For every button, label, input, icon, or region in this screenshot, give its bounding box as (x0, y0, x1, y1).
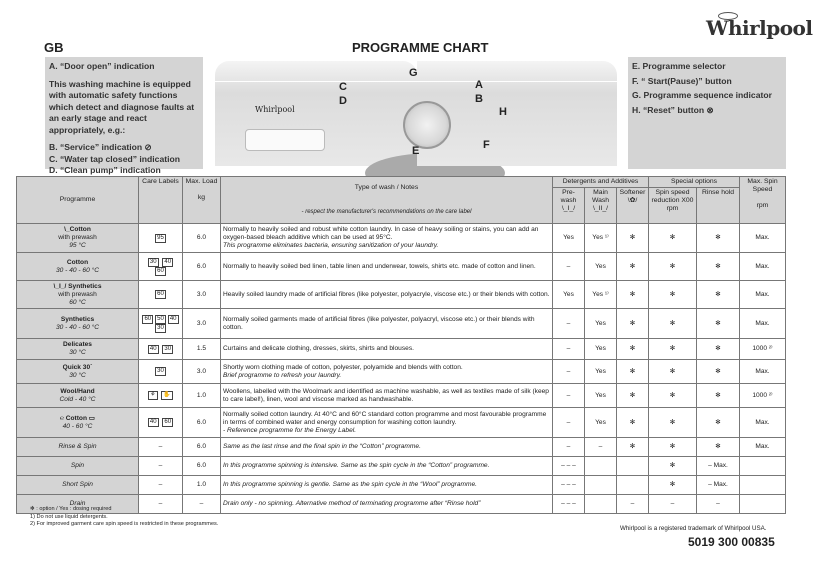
softener-value (617, 457, 649, 476)
care-label-icon: ✋ (163, 392, 171, 398)
legend-f: F. “ Start(Pause)” button (632, 75, 732, 86)
max-spin-value: 1000 ²⁾ (740, 339, 786, 360)
care-label-none: – (158, 481, 163, 488)
trademark-notice: Whirlpool is a registered trademark of Whirlpool USA. (620, 525, 767, 532)
footnote-2: 2) For improved garment care spin speed is restricted in these programmes. (30, 521, 219, 527)
care-label-icon: 50 (157, 315, 164, 322)
mainwash-value: Yes ¹⁾ (585, 281, 617, 309)
table-row (17, 438, 786, 457)
max-spin-value: Max. (740, 281, 786, 309)
col-special: Special options (649, 177, 740, 188)
prewash-value: – (553, 253, 585, 281)
care-label-none: – (158, 500, 163, 507)
notes-cell (221, 384, 553, 408)
notes-cell (221, 495, 553, 514)
controls-legend-panel (628, 57, 786, 169)
notes-cell (221, 408, 553, 438)
softener-value: ✻ (617, 384, 649, 408)
mainwash-value (585, 476, 617, 495)
notes-cell (221, 438, 553, 457)
care-labels-cell (139, 408, 183, 438)
programme-cell (17, 438, 139, 457)
table-row (17, 360, 786, 384)
machine-brand: Whirlpool (255, 105, 295, 114)
label-e: E (412, 145, 420, 157)
safety-intro: This washing machine is equipped with automatic safety functions which detect and diagnose faults at an early stage and react appropriately, e.g.: (49, 78, 195, 135)
programme-name: Drain (69, 500, 86, 507)
spin-reduction-value: ✻ (649, 476, 697, 495)
rinse-hold-value: ✻ (697, 360, 740, 384)
max-spin-value: Max. (740, 309, 786, 339)
care-labels-cell (139, 457, 183, 476)
programme-cell (17, 224, 139, 253)
max-load: 6.0 (183, 253, 221, 281)
care-label-icon: 60 (157, 267, 164, 274)
note-text: Normally to heavily soiled bed linen, table linen and underwear, towels, shirts etc. made of cotton and linen. (223, 262, 536, 270)
programme-name: ℮ Cotton ▭ (59, 414, 96, 422)
rinse-hold-value: ✻ (697, 339, 740, 360)
note-text: Curtains and delicate clothing, dresses, skirts, shirts and blouses. (223, 345, 414, 352)
legend-h: H. “Reset” button ⊗ (632, 104, 714, 115)
label-c: C (339, 81, 347, 93)
mainwash-value: Yes (585, 408, 617, 438)
col-maxspin (740, 177, 786, 224)
rinse-hold-value: ✻ (697, 408, 740, 438)
rinse-hold-value: ✻ (697, 309, 740, 339)
programme-cell (17, 384, 139, 408)
note-text: Heavily soiled laundry made of artificial fibres (like polyester, polyacryle, viscose etc.) or their blends with cotton. (223, 290, 550, 298)
table-row (17, 253, 786, 281)
care-label-none: – (158, 443, 163, 450)
programme-name: Wool/Hand (60, 387, 95, 395)
softener-icon: \✿/ (627, 197, 638, 204)
footnote-legend: ✻ : option / Yes : dosing required (30, 506, 112, 512)
programme-temp: 30 °C (69, 371, 86, 379)
label-h: H (499, 106, 507, 118)
care-label-icon: 60 (164, 419, 172, 425)
programme-table (16, 176, 786, 514)
care-label-icon: 40 (169, 315, 177, 322)
max-load: 6.0 (183, 457, 221, 476)
programme-name: Spin (70, 462, 85, 469)
indication-a: A. “Door open” indication (49, 61, 155, 71)
mainwash-value: Yes (585, 384, 617, 408)
programme-temp: 95 °C (69, 242, 86, 249)
programme-cell (17, 281, 139, 309)
table-row (17, 339, 786, 360)
care-labels-cell (139, 360, 183, 384)
prewash-value: – – – (553, 476, 585, 495)
rinse-hold-value: ✻ (697, 384, 740, 408)
care-label-icon: 30 (164, 345, 172, 352)
programme-name: \_Cotton (64, 226, 91, 233)
note-text: In this programme spinning is intensive. Same as the spin cycle in the “Cotton” programme. (223, 462, 490, 469)
programme-cell (17, 309, 139, 339)
notes-cell (221, 253, 553, 281)
programme-cell (17, 339, 139, 360)
programme-cell (17, 408, 139, 438)
note-text: Normally to heavily soiled and robust white cotton laundry. In case of heavy soiling or stains, you can add an oxygen-based bleach additive which can be used at 95°C. (223, 226, 539, 241)
programme-sub: with prewash (58, 290, 97, 298)
panel-edge-line (215, 81, 417, 82)
notes-cell (221, 281, 553, 309)
col-detergents: Detergents and Additives (553, 177, 649, 188)
care-labels-cell (139, 224, 183, 253)
programme-selector-dial (403, 101, 451, 149)
max-load: 6.0 (183, 408, 221, 438)
spin-reduction-value: ✻ (649, 438, 697, 457)
prewash-value: – (553, 384, 585, 408)
programme-temp: 60 °C (69, 298, 86, 306)
softener-value: ✻ (617, 438, 649, 457)
rinse-hold-value: ✻ (697, 281, 740, 309)
max-spin-value: Max. (740, 408, 786, 438)
programme-name: Delicates (63, 341, 92, 348)
indication-b (49, 142, 199, 154)
note-italic: This programme eliminates bacteria, ensuring sanitization of your laundry. (223, 242, 439, 249)
max-spin-value: Max. (740, 253, 786, 281)
max-load: 3.0 (183, 281, 221, 309)
programme-temp: 30 - 40 - 60 °C (56, 323, 99, 331)
country-code: GB (44, 40, 64, 55)
spin-reduction-value: ✻ (649, 281, 697, 309)
note-text: In this programme spinning is gentle. Same as the spin cycle in the “Wool” programme. (223, 481, 477, 488)
care-label-icon: 95 (157, 234, 164, 241)
programme-temp: Cold - 40 °C (59, 395, 96, 403)
label-d: D (339, 95, 347, 107)
softener-value: ✻ (617, 253, 649, 281)
prewash-value: – – – (553, 457, 585, 476)
care-label-icon: 30 (149, 258, 157, 265)
col-spin-reduction: Spin speed reduction X00 rpm (649, 188, 697, 224)
softener-value: ✻ (617, 309, 649, 339)
care-labels-cell (139, 309, 183, 339)
care-label-icon: 40 (164, 258, 172, 265)
care-label-icon: 30 (157, 368, 164, 374)
care-label-icon: ⚘ (150, 392, 156, 398)
label-g: G (409, 67, 418, 79)
notes-cell (221, 476, 553, 495)
spin-reduction-value: ✻ (649, 384, 697, 408)
care-label-icon: 60 (144, 315, 152, 322)
table-row (17, 457, 786, 476)
load-label: Max. Load (185, 178, 218, 185)
prewash-label: Pre-wash (560, 189, 577, 204)
softener-value: ✻ (617, 281, 649, 309)
prewash-value: – – – (553, 495, 585, 514)
softener-value: ✻ (617, 339, 649, 360)
document-code: 5019 300 00835 (688, 535, 775, 549)
care-label-none: – (158, 462, 163, 469)
rinse-hold-value: ✻ (697, 224, 740, 253)
programme-table-body (17, 224, 786, 514)
mainwash-value: Yes (585, 253, 617, 281)
label-a: A (475, 79, 483, 91)
care-label-icon: 30 (157, 324, 164, 331)
mainwash-value (585, 495, 617, 514)
safety-indications-panel (45, 57, 203, 175)
spin-reduction-value: ✻ (649, 457, 697, 476)
care-labels-cell (139, 281, 183, 309)
max-load: 3.0 (183, 309, 221, 339)
maxspin-label: Max. Spin Speed (747, 178, 778, 193)
note-text: Woollens, labelled with the Woolmark and identified as machine washable, as well as textiles made of silk (keep to care label!), linen, wool and viscose marked as handwashable. (223, 387, 549, 403)
max-load: – (183, 495, 221, 514)
col-softener (617, 188, 649, 224)
page-title: PROGRAMME CHART (352, 40, 489, 55)
table-row (17, 224, 786, 253)
care-labels-cell (139, 339, 183, 360)
care-labels-cell (139, 438, 183, 457)
col-programme: Programme (17, 177, 139, 224)
prewash-value: Yes (553, 224, 585, 253)
programme-cell (17, 253, 139, 281)
prewash-value: – (553, 408, 585, 438)
detergent-drawer (245, 129, 325, 151)
max-load: 3.0 (183, 360, 221, 384)
indication-c: C. “Water tap closed” indication (49, 153, 180, 164)
programme-cell (17, 360, 139, 384)
notes-cell (221, 339, 553, 360)
programme-temp: 30 °C (69, 349, 86, 356)
programme-name: Short Spin (62, 481, 93, 488)
rinse-hold-value: ✻ (697, 253, 740, 281)
legend-e: E. Programme selector (632, 61, 726, 71)
notes-cell (221, 360, 553, 384)
table-row (17, 384, 786, 408)
programme-name: Synthetics (60, 315, 95, 323)
max-spin-value (740, 457, 786, 476)
table-row (17, 281, 786, 309)
programme-temp: 30 - 40 - 60 °C (56, 266, 99, 274)
notes-cell (221, 224, 553, 253)
mainwash-value (585, 457, 617, 476)
max-spin-value: 1000 ²⁾ (740, 384, 786, 408)
programme-cell (17, 476, 139, 495)
notes-cell (221, 309, 553, 339)
note-text: Shortly worn clothing made of cotton, polyester, polyamide and blends with cotton. (223, 363, 463, 371)
col-prewash (553, 188, 585, 224)
mainwash-value: Yes (585, 309, 617, 339)
machine-panel-diagram-right (409, 61, 617, 166)
panel-edge-line (417, 81, 617, 82)
rpm-label: rpm (756, 202, 769, 209)
col-mainwash (585, 188, 617, 224)
spin-reduction-value: ✻ (649, 253, 697, 281)
programme-sub: with prewash (58, 234, 97, 241)
softener-value: – (617, 495, 649, 514)
max-spin-value: Max. (740, 438, 786, 457)
legend-g: G. Programme sequence indicator (632, 90, 772, 100)
max-load: 6.0 (183, 224, 221, 253)
col-care: Care Labels (139, 177, 183, 224)
programme-name: Quick 30´ (62, 363, 93, 371)
care-label-icon: 40 (149, 419, 157, 425)
note-italic: Brief programme to refresh your laundry. (223, 371, 342, 379)
rinse-hold-value: – Max. (697, 476, 740, 495)
max-spin-value (740, 476, 786, 495)
footnote-1: 1) Do not use liquid detergents. (30, 513, 108, 520)
note-text: Same as the last rinse and the final spin in the “Cotton” programme. (223, 443, 421, 450)
max-load: 1.0 (183, 476, 221, 495)
care-labels-cell (139, 253, 183, 281)
prewash-value: – (553, 360, 585, 384)
machine-panel-diagram (215, 61, 420, 166)
max-load: 6.0 (183, 438, 221, 457)
spin-reduction-value: ✻ (649, 360, 697, 384)
care-labels-cell (139, 476, 183, 495)
max-load: 1.0 (183, 384, 221, 408)
softener-value (617, 476, 649, 495)
spin-reduction-value: – (649, 495, 697, 514)
note-text: Normally soiled cotton laundry. At 40°C and 60°C standard cotton programme and most favourable programme in terms of combined water and energy consumption for washing cotton laundry. (223, 410, 547, 426)
prewash-value: – (553, 339, 585, 360)
indication-d: D. “Clean pump” indication (49, 165, 161, 175)
max-spin-value: Max. (740, 360, 786, 384)
prewash-value: – (553, 309, 585, 339)
whirlpool-logo: Whirlpool (706, 16, 813, 40)
mainwash-value: Yes (585, 339, 617, 360)
spin-reduction-value: ✻ (649, 224, 697, 253)
mainwash-value: Yes ¹⁾ (585, 224, 617, 253)
spin-reduction-value: ✻ (649, 408, 697, 438)
programme-name: Rinse & Spin (58, 443, 97, 450)
care-label-icon: 40 (149, 345, 157, 352)
service-icon: ⊘ (144, 142, 152, 152)
type-sub: - respect the manufacturer's recommendations on the care label (301, 209, 472, 215)
col-type (221, 177, 553, 224)
note-text: Normally soiled garments made of artificial fibres (like polyester, polyacryl, viscose etc.) or their blends with cotton. (223, 315, 535, 331)
programme-name: Cotton (66, 258, 89, 266)
max-spin-value (740, 495, 786, 514)
label-f: F (483, 139, 490, 151)
prewash-icon: \_I_/ (561, 205, 576, 212)
softener-value: ✻ (617, 408, 649, 438)
type-label: Type of wash / Notes (354, 184, 419, 191)
notes-cell (221, 457, 553, 476)
note-italic: - Reference programme for the Energy Label. (223, 426, 357, 434)
spin-reduction-value: ✻ (649, 309, 697, 339)
footnotes (30, 506, 218, 529)
col-load (183, 177, 221, 224)
spin-reduction-value: ✻ (649, 339, 697, 360)
mainwash-icon: \_II_/ (592, 205, 609, 212)
prewash-value: Yes (553, 281, 585, 309)
programme-name: \_I_/ Synthetics (53, 282, 102, 290)
mainwash-value: – (585, 438, 617, 457)
mainwash-label: Main Wash (591, 189, 610, 204)
softener-value: ✻ (617, 360, 649, 384)
max-spin-value: Max. (740, 224, 786, 253)
care-label-icon: 60 (157, 291, 164, 297)
indication-b-label: B. “Service” indication (49, 142, 143, 152)
rinse-hold-value: ✻ (697, 438, 740, 457)
table-row (17, 408, 786, 438)
col-rinse-hold: Rinse hold (697, 188, 740, 224)
programme-temp: 40 - 60 °C (62, 422, 93, 430)
table-row (17, 309, 786, 339)
label-b: B (475, 93, 483, 105)
prewash-value: – (553, 438, 585, 457)
softener-label: Softener (619, 189, 646, 196)
programme-cell (17, 457, 139, 476)
softener-value: ✻ (617, 224, 649, 253)
table-row (17, 476, 786, 495)
max-load: 1.5 (183, 339, 221, 360)
mainwash-value: Yes (585, 360, 617, 384)
rinse-hold-value: – Max. (697, 457, 740, 476)
load-unit: kg (197, 194, 206, 201)
care-labels-cell (139, 384, 183, 408)
note-text: Drain only - no spinning. Alternative method of terminating programme after “Rinse hold” (223, 500, 481, 507)
rinse-hold-value: – (697, 495, 740, 514)
